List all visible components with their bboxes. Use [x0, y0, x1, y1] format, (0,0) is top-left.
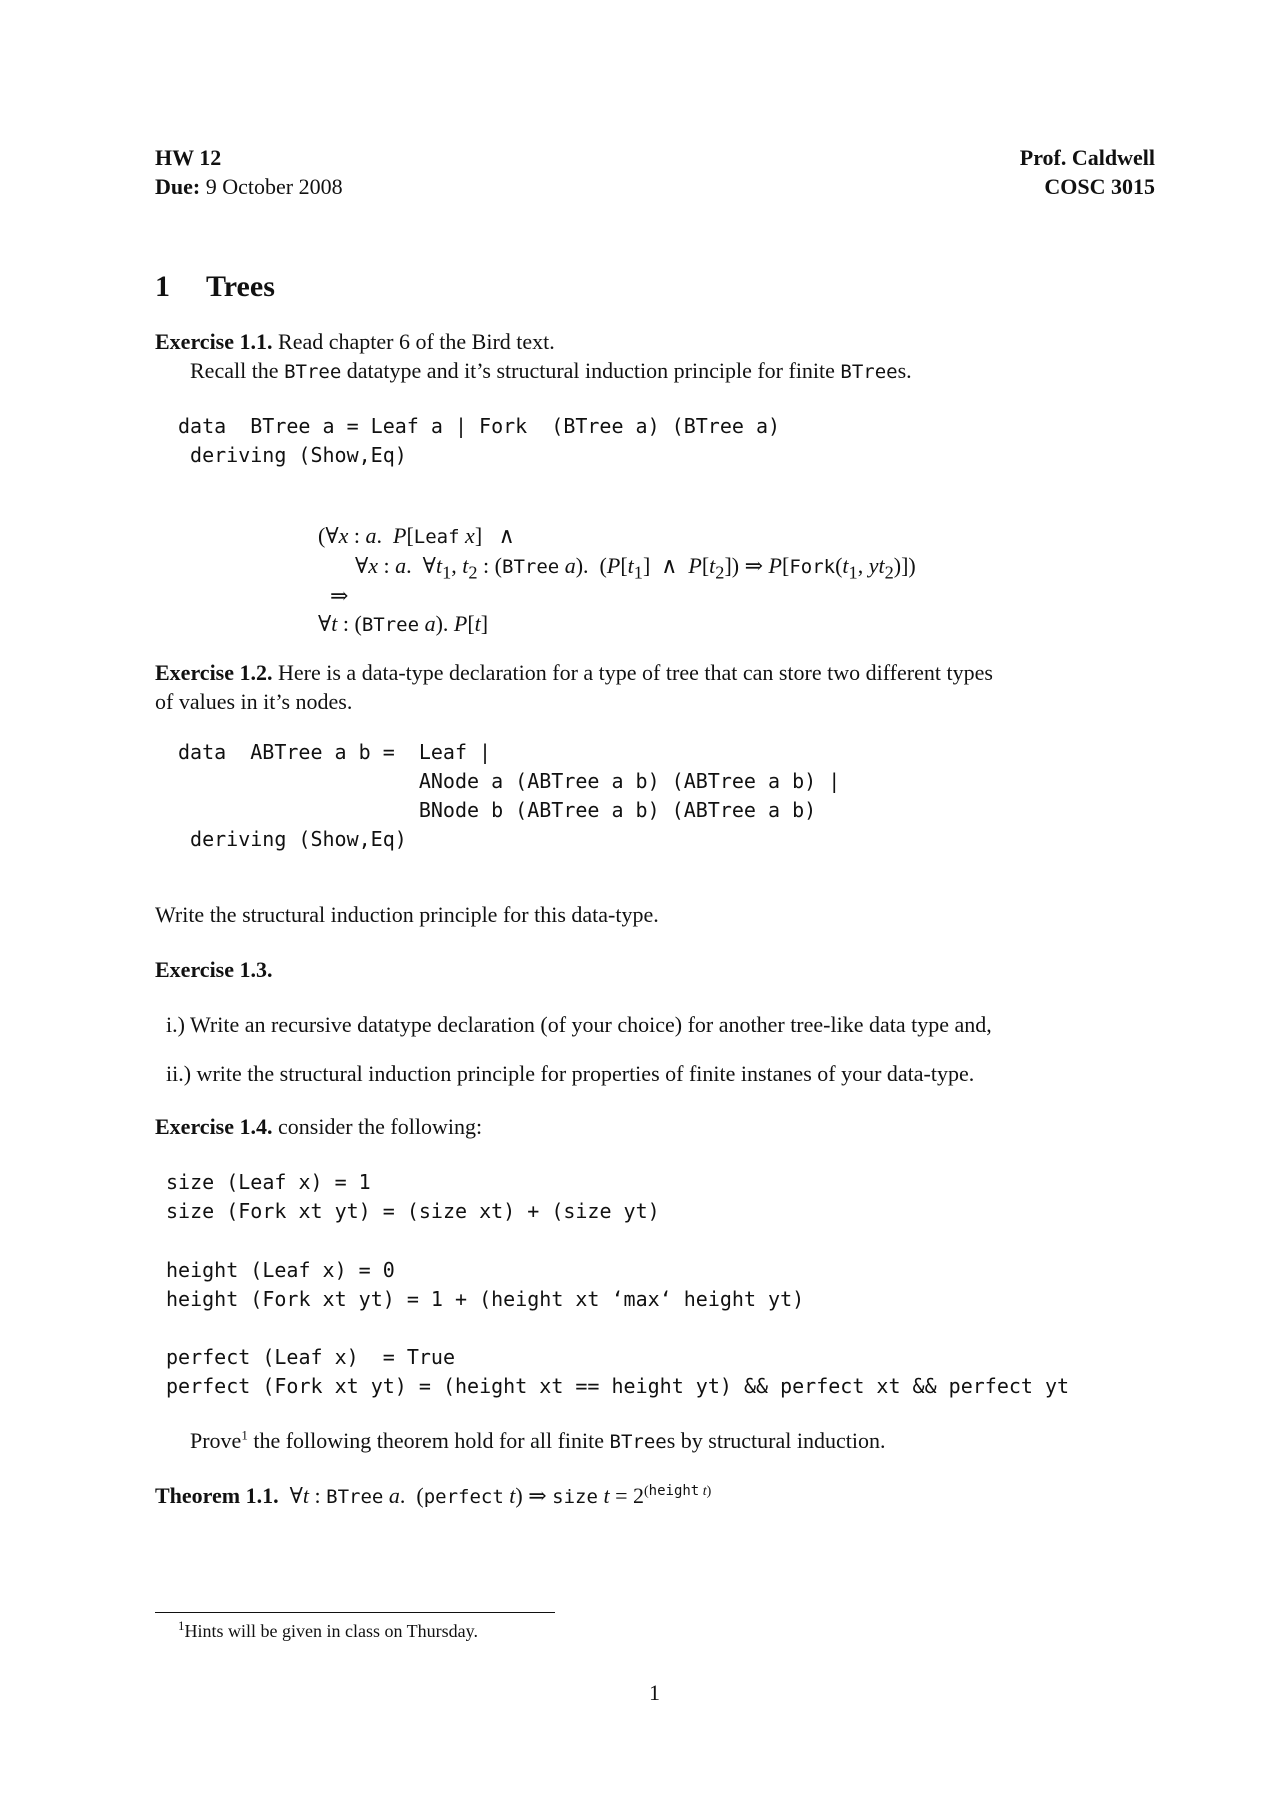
induction-formula-conclusion: ∀t : (BTree a). P[t]	[318, 611, 489, 636]
theorem-1-1	[155, 1482, 711, 1511]
abtree-code-line-3: BNode b (ABTree a b) (ABTree a b)	[178, 798, 817, 822]
recall-btree-2: BTree	[840, 361, 898, 383]
footnote-text: Hints will be given in class on Thursday.	[184, 1621, 478, 1641]
recall-text-c: s.	[897, 358, 912, 383]
prove-text-c: s by structural induction.	[666, 1428, 886, 1453]
due-value: 9 October 2008	[205, 174, 343, 199]
exercise-1-2-text-2: of values in it’s nodes.	[155, 689, 353, 714]
exercise-1-4-text: consider the following:	[278, 1114, 483, 1139]
prove-instruction	[190, 1427, 885, 1457]
professor-name: Prof. Caldwell	[1019, 145, 1155, 170]
theorem-label: Theorem 1.1.	[155, 1483, 279, 1508]
recall-paragraph	[190, 357, 912, 387]
induction-formula-line-1: (∀x : a. P[Leaf x] ∧	[318, 523, 515, 548]
exercise-1-2-text-1: Here is a data-type declaration for a type of tree that can store two different types	[278, 660, 993, 685]
abtree-code-line-1: data ABTree a b = Leaf |	[178, 740, 492, 764]
exercise-1-3-item-1: i.) Write an recursive datatype declaration (of your choice) for another tree-like data type and,	[166, 1012, 992, 1037]
implies-symbol: ⇒	[330, 583, 349, 608]
due-date	[155, 173, 343, 201]
footnote-mark: 1	[178, 1618, 185, 1633]
prove-btree: BTree	[609, 1431, 667, 1453]
footnote-rule	[155, 1612, 555, 1613]
section-number: 1	[155, 270, 170, 303]
height-code-line-1: height (Leaf x) = 0	[166, 1258, 395, 1282]
recall-text-a: Recall the	[190, 358, 285, 383]
size-code-line-1: size (Leaf x) = 1	[166, 1170, 371, 1194]
exercise-1-1-label: Exercise 1.1.	[155, 329, 273, 354]
exercise-1-4-label: Exercise 1.4.	[155, 1114, 273, 1139]
footnote	[178, 1617, 478, 1645]
recall-text-b: datatype and it’s structural induction principle for finite	[341, 358, 841, 383]
section-title: Trees	[206, 270, 275, 303]
btree-code-line-1: data BTree a = Leaf a | Fork (BTree a) (BTree a)	[178, 414, 781, 438]
prove-text-b: the following theorem hold for all finite	[247, 1428, 610, 1453]
exercise-1-1	[155, 328, 555, 356]
recall-btree-1: BTree	[284, 361, 342, 383]
due-label: Due:	[155, 174, 201, 199]
footnote-ref: 1	[241, 1427, 248, 1443]
theorem-formula: ∀t : BTree a. (perfect t) ⇒ size $t = 2^{(height t)}$	[289, 1482, 712, 1508]
hw-title: HW 12	[155, 145, 222, 170]
exercise-1-2-label: Exercise 1.2.	[155, 660, 273, 685]
page-number: 1	[649, 1680, 660, 1705]
course-code: COSC 3015	[1044, 174, 1155, 199]
abtree-code-line-2: ANode a (ABTree a b) (ABTree a b) |	[178, 769, 841, 793]
btree-code-line-2: deriving (Show,Eq)	[178, 443, 407, 467]
height-code-line-2: height (Fork xt yt) = 1 + (height xt ‘max‘ height yt)	[166, 1287, 805, 1311]
exercise-1-3-label: Exercise 1.3.	[155, 957, 273, 982]
size-code-line-2: size (Fork xt yt) = (size xt) + (size yt)	[166, 1199, 660, 1223]
exercise-1-4	[155, 1113, 482, 1141]
perfect-code-line-1: perfect (Leaf x) = True	[166, 1345, 455, 1369]
exercise-1-3-item-2: ii.) write the structural induction principle for properties of finite instanes of your data-type.	[166, 1061, 975, 1086]
exercise-1-2-instruction: Write the structural induction principle for this data-type.	[155, 902, 659, 927]
exercise-1-1-text: Read chapter 6 of the Bird text.	[278, 329, 555, 354]
exercise-1-2	[155, 659, 993, 687]
abtree-code-line-4: deriving (Show,Eq)	[178, 827, 407, 851]
prove-text-a: Prove	[190, 1428, 242, 1453]
perfect-code-line-2: perfect (Fork xt yt) = (height xt == height yt) && perfect xt && perfect yt	[166, 1374, 1070, 1398]
induction-formula-line-2: ∀x : a. $\forall t_1$, $t_2$ : (BTree a). ($P[t_1]$ ∧ $P[t_2]$) ⇒ $P[Fork(t_1$, $yt_2$)])	[355, 553, 916, 583]
